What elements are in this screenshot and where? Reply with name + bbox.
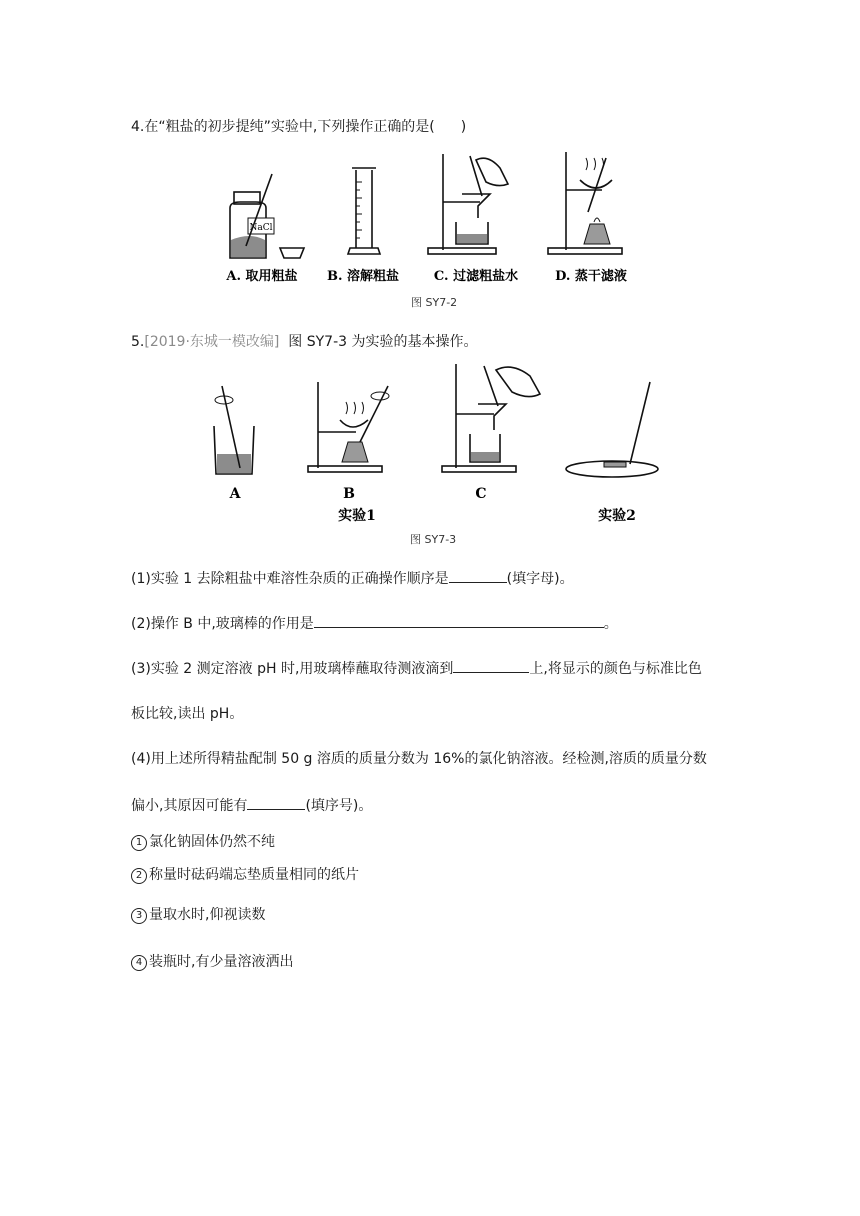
option-1-text: 氯化钠固体仍然不纯 [149, 834, 275, 850]
q5-sub3 [131, 658, 702, 679]
option-3 [131, 905, 265, 925]
q5-sub4-before: 偏小,其原因可能有 [131, 798, 248, 814]
q5-stem-text: 图 SY7-3 为实验的基本操作。 [288, 334, 478, 350]
q4-paren-close: ) [460, 119, 467, 135]
figure-sy7-3-caption: 图 SY7-3 [410, 533, 457, 546]
option-2-mark: 2 [131, 868, 147, 884]
option-3-text: 量取水时,仰视读数 [149, 907, 266, 923]
answer-blank-2[interactable] [314, 613, 604, 628]
option-a-label: A. 取用粗盐 [226, 269, 298, 284]
figure-sy7-3 [0, 356, 860, 526]
q5-number: 5. [131, 334, 145, 350]
group-1-label: 实验1 [338, 508, 376, 524]
q5-source: [2019·东城一模改编] [144, 334, 280, 350]
group-2-label: 实验2 [598, 508, 636, 524]
option-b-label: B. 溶解粗盐 [326, 269, 400, 284]
option-d-illustration [548, 152, 622, 254]
q5-sub2 [131, 613, 618, 634]
option-4-mark: 4 [131, 955, 147, 971]
exp-a-label: A [229, 486, 241, 502]
exp-a-illustration [214, 386, 254, 474]
q5-sub2-before: (2)操作 B 中,玻璃棒的作用是 [131, 616, 314, 632]
option-c-illustration [428, 154, 508, 254]
option-a-illustration [230, 174, 304, 258]
option-1-mark: 1 [131, 835, 147, 851]
exp-c-illustration [442, 364, 540, 472]
option-c-label: C. 过滤粗盐水 [433, 269, 519, 284]
q5-sub2-after: 。 [603, 616, 618, 632]
figure-sy7-2-caption: 图 SY7-2 [411, 296, 458, 309]
figure-sy7-2 [0, 140, 860, 340]
exp-2-illustration [566, 382, 658, 477]
q5-sub4-after: (填序号)。 [305, 798, 373, 814]
option-4 [131, 952, 293, 972]
q5-sub1-before: (1)实验 1 去除粗盐中难溶性杂质的正确操作顺序是 [131, 571, 449, 587]
q4-stem-text: 4.在“粗盐的初步提纯”实验中,下列操作正确的是( [131, 119, 435, 135]
exp-b-label: B [343, 486, 355, 502]
q5-sub3-after: 上,将显示的颜色与标准比色 [529, 661, 702, 677]
q4-stem [131, 117, 466, 137]
q5-sub3-line2: 板比较,读出 pH。 [131, 706, 244, 722]
option-b-illustration [348, 168, 380, 254]
option-4-text: 装瓶时,有少量溶液洒出 [149, 954, 294, 970]
answer-blank-4[interactable] [247, 795, 305, 810]
option-1 [131, 832, 275, 852]
answer-blank-3[interactable] [453, 658, 529, 673]
answer-blank-1[interactable] [449, 568, 507, 583]
q5-sub4 [131, 795, 372, 816]
option-d-label: D. 蒸干滤液 [555, 269, 627, 284]
option-2 [131, 865, 359, 885]
nacl-label: NaCl [249, 223, 273, 233]
option-3-mark: 3 [131, 908, 147, 924]
q5-stem [131, 332, 478, 352]
q5-sub1-after: (填字母)。 [506, 571, 574, 587]
option-2-text: 称量时砝码端忘垫质量相同的纸片 [149, 867, 359, 883]
q5-sub4-line1: (4)用上述所得精盐配制 50 g 溶质的质量分数为 16%的氯化钠溶液。经检测,溶质的质量分数 [131, 751, 707, 767]
exp-c-label: C [475, 486, 487, 502]
exp-b-illustration [308, 382, 389, 472]
q5-sub1 [131, 568, 574, 589]
q5-sub3-before: (3)实验 2 测定溶液 pH 时,用玻璃棒蘸取待测液滴到 [131, 661, 454, 677]
